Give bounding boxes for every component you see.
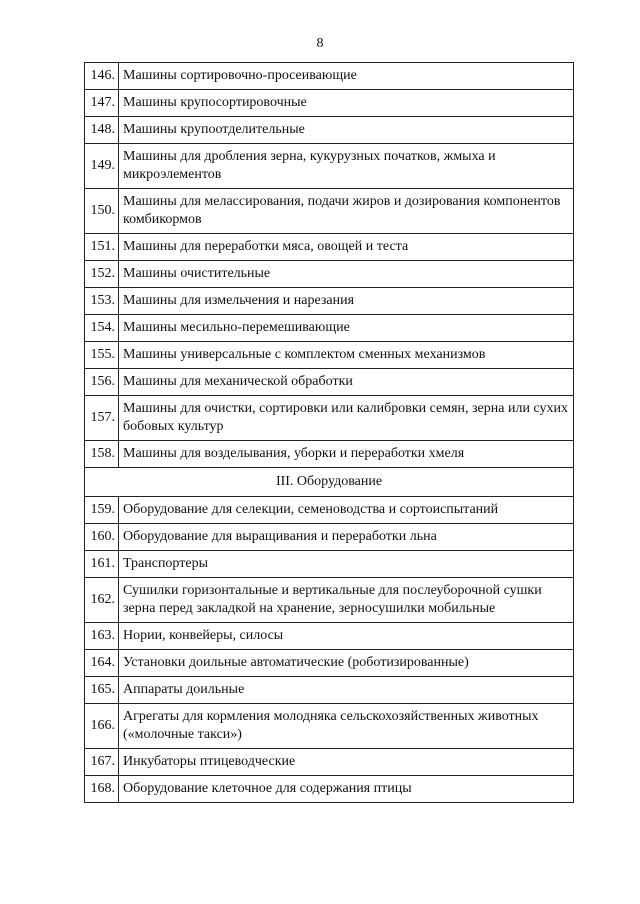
item-number: 164.	[85, 650, 119, 677]
page-number: 8	[316, 36, 324, 51]
table-row	[85, 288, 574, 315]
table-row	[85, 234, 574, 261]
section-heading: III. Оборудование	[85, 468, 574, 497]
item-number: 166.	[85, 704, 119, 749]
table-row	[85, 623, 574, 650]
item-text: Аппараты доильные	[119, 677, 574, 704]
item-text: Сушилки горизонтальные и вертикальные для послеуборочной сушки зерна перед закладкой на хранение, зерносушилки мобильные	[119, 578, 574, 623]
item-text: Машины универсальные с комплектом сменных механизмов	[119, 342, 574, 369]
item-text: Инкубаторы птицеводческие	[119, 749, 574, 776]
table-row	[85, 261, 574, 288]
item-number: 159.	[85, 497, 119, 524]
item-number: 154.	[85, 315, 119, 342]
table-row	[85, 551, 574, 578]
item-text: Машины для мелассирования, подачи жиров и дозирования компонентов комбикормов	[119, 189, 574, 234]
item-number: 162.	[85, 578, 119, 623]
table-row	[85, 90, 574, 117]
item-number: 152.	[85, 261, 119, 288]
table-row	[85, 117, 574, 144]
item-text: Машины для дробления зерна, кукурузных початков, жмыха и микроэлементов	[119, 144, 574, 189]
item-number: 151.	[85, 234, 119, 261]
item-number: 150.	[85, 189, 119, 234]
table-row	[85, 144, 574, 189]
table-row	[85, 63, 574, 90]
table-row	[85, 704, 574, 749]
item-text: Оборудование для выращивания и переработки льна	[119, 524, 574, 551]
item-text: Транспортеры	[119, 551, 574, 578]
item-number: 157.	[85, 396, 119, 441]
item-number: 168.	[85, 776, 119, 803]
item-number: 153.	[85, 288, 119, 315]
item-number: 155.	[85, 342, 119, 369]
table-row	[85, 497, 574, 524]
table-row	[85, 524, 574, 551]
table-row	[85, 369, 574, 396]
item-text: Оборудование для селекции, семеноводства и сортоиспытаний	[119, 497, 574, 524]
item-number: 146.	[85, 63, 119, 90]
section-heading-row	[85, 468, 574, 497]
table-row	[85, 650, 574, 677]
table-row	[85, 396, 574, 441]
equipment-list-table	[84, 62, 574, 803]
item-number: 149.	[85, 144, 119, 189]
item-text: Машины для измельчения и нарезания	[119, 288, 574, 315]
item-text: Машины для очистки, сортировки или калибровки семян, зерна или сухих бобовых культур	[119, 396, 574, 441]
item-number: 165.	[85, 677, 119, 704]
item-number: 148.	[85, 117, 119, 144]
table-row	[85, 749, 574, 776]
table-row	[85, 441, 574, 468]
item-text: Машины очистительные	[119, 261, 574, 288]
item-number: 156.	[85, 369, 119, 396]
item-text: Машины для механической обработки	[119, 369, 574, 396]
table-row	[85, 342, 574, 369]
item-number: 163.	[85, 623, 119, 650]
item-text: Нории, конвейеры, силосы	[119, 623, 574, 650]
item-text: Машины крупосортировочные	[119, 90, 574, 117]
item-text: Агрегаты для кормления молодняка сельскохозяйственных животных («молочные такси»)	[119, 704, 574, 749]
item-text: Машины для возделывания, уборки и переработки хмеля	[119, 441, 574, 468]
item-number: 158.	[85, 441, 119, 468]
item-text: Машины сортировочно-просеивающие	[119, 63, 574, 90]
item-number: 160.	[85, 524, 119, 551]
table-row	[85, 776, 574, 803]
item-text: Установки доильные автоматические (роботизированные)	[119, 650, 574, 677]
table-row	[85, 677, 574, 704]
item-text: Оборудование клеточное для содержания птицы	[119, 776, 574, 803]
item-text: Машины крупоотделительные	[119, 117, 574, 144]
item-text: Машины месильно-перемешивающие	[119, 315, 574, 342]
table-row	[85, 578, 574, 623]
table-row	[85, 315, 574, 342]
item-number: 167.	[85, 749, 119, 776]
table-row	[85, 189, 574, 234]
item-number: 161.	[85, 551, 119, 578]
item-text: Машины для переработки мяса, овощей и теста	[119, 234, 574, 261]
item-number: 147.	[85, 90, 119, 117]
